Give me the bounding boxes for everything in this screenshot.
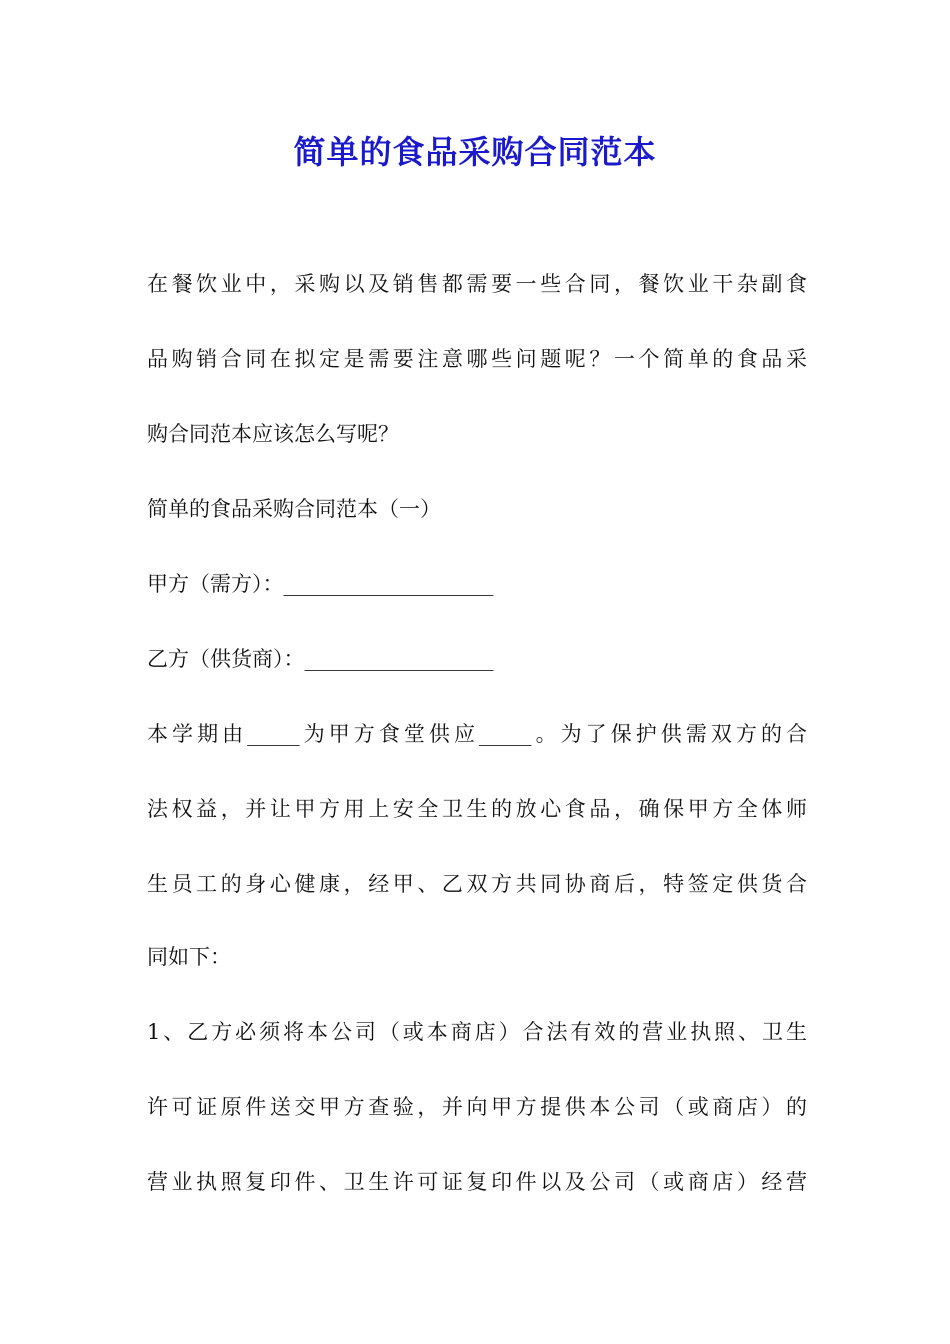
paragraph-line: 在餐饮业中，采购以及销售都需要一些合同，餐饮业干杂副食: [147, 272, 807, 296]
section-heading: 简单的食品采购合同范本（一）: [147, 497, 441, 521]
party-b-line: 乙方（供货商）：__________________: [147, 647, 494, 671]
paragraph-line: 同如下：: [147, 945, 231, 969]
paragraph-line: 法权益，并让甲方用上安全卫生的放心食品，确保甲方全体师: [147, 797, 807, 821]
party-a-line: 甲方（需方）：____________________: [147, 572, 494, 596]
paragraph-line: 购合同范本应该怎么写呢？: [147, 422, 399, 446]
paragraph-line: 品购销合同在拟定是需要注意哪些问题呢？一个简单的食品采: [147, 347, 807, 371]
clause-line: 1、乙方必须将本公司（或本商店）合法有效的营业执照、卫生: [147, 1020, 807, 1044]
clause-line: 营业执照复印件、卫生许可证复印件以及公司（或商店）经营: [147, 1170, 807, 1194]
clause-line: 许可证原件送交甲方查验，并向甲方提供本公司（或商店）的: [147, 1095, 807, 1119]
paragraph-line: 生员工的身心健康，经甲、乙双方共同协商后，特签定供货合: [147, 872, 807, 896]
document-title: 简单的食品采购合同范本: [293, 133, 657, 171]
paragraph-line: 本学期由_____为甲方食堂供应_____。为了保护供需双方的合: [147, 722, 807, 746]
